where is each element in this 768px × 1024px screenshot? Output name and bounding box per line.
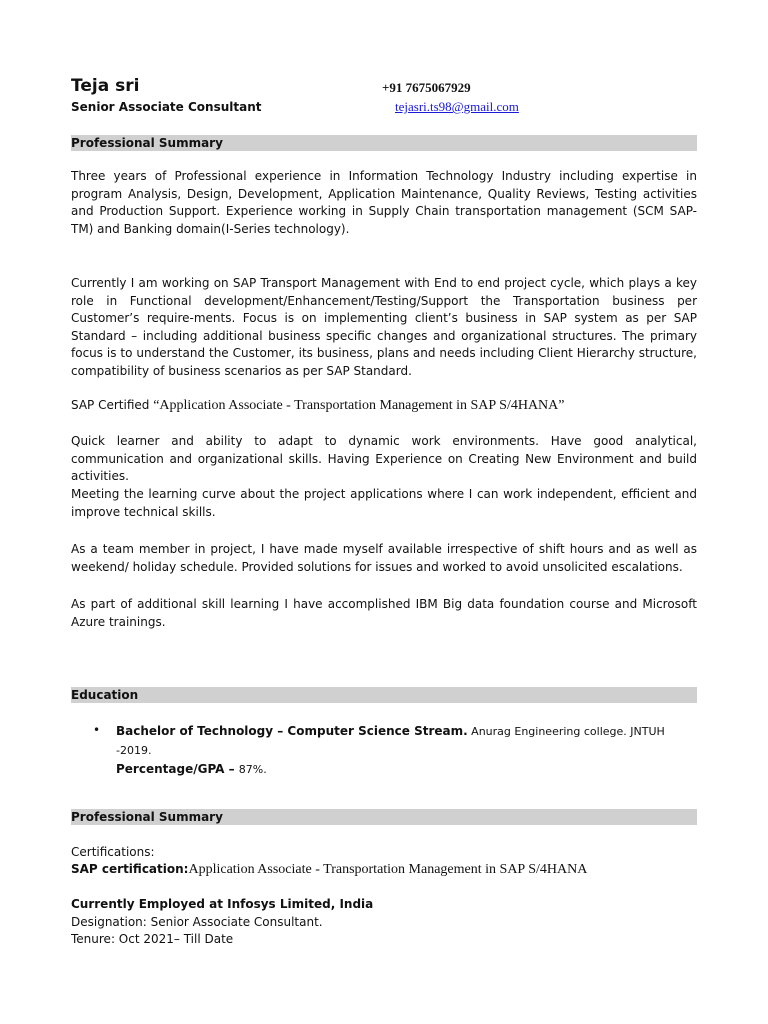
summary-paragraph-3: Quick learner and ability to adapt to dynamic work environments. Have good analytical, communication and organizational skills. Having Experience on Creating New Environment and build activities. xyxy=(71,434,697,483)
sap-certified-text: “Application Associate - Transportation Management in SAP S/4HANA” xyxy=(153,398,565,413)
summary-paragraph-5: As a team member in project, I have made myself available irrespective of shift hours and as well as weekend/ holiday schedule. Provided solutions for issues and worked to avoid unsolicited escalations. xyxy=(71,542,697,574)
certifications-label: Certifications: xyxy=(71,845,155,859)
section-heading-professional-summary-2: Professional Summary xyxy=(71,809,697,825)
summary-paragraph-4: Meeting the learning curve about the project applications where I can work independent, efficient and improve technical skills. xyxy=(71,487,697,519)
employment-line: Currently Employed at Infosys Limited, India xyxy=(71,897,374,911)
sap-certification-line xyxy=(71,862,587,878)
email-link[interactable]: tejasri.ts98@gmail.com xyxy=(395,99,519,114)
tenure-line: Tenure: Oct 2021– Till Date xyxy=(71,932,234,946)
designation-line: Designation: Senior Associate Consultant. xyxy=(71,915,323,929)
education-list xyxy=(71,722,697,779)
section-heading-education: Education xyxy=(71,687,697,703)
college-text: Anurag Engineering college. JNTUH -2019. xyxy=(116,725,665,757)
sap-certified-label: SAP Certified xyxy=(71,398,154,412)
candidate-name: Teja sri xyxy=(71,76,140,96)
education-item xyxy=(116,722,697,779)
phone-number: +91 7675067929 xyxy=(382,80,471,95)
sap-certification-value: Application Associate - Transportation Management in SAP S/4HANA xyxy=(188,862,588,877)
summary-paragraph-1: Three years of Professional experience in Information Technology Industry including expertise in program Analysis, Design, Development, Application Maintenance, Quality Reviews, Testing activities and Production Support. Experience working in Supply Chain transportation management (SCM SAP-TM) and Banking domain(I-Series technology). xyxy=(71,169,697,236)
gpa-value: 87%. xyxy=(238,763,267,776)
summary-paragraph-2: Currently I am working on SAP Transport Management with End to end project cycle, which plays a key role in Functional development/Enhancement/Testing/Support the Transportation business per Customer’s require-ments. Focus is on implementing client’s business in SAP system as per SAP Standard – including additional business specific changes and organizational structures. The primary focus is to understand the Customer, its business, plans and needs including Client Hierarchy structure, compatibility of business scenarios as per SAP Standard. xyxy=(71,276,697,378)
sap-certification-label: SAP certification: xyxy=(71,862,189,876)
section-heading-professional-summary: Professional Summary xyxy=(71,135,697,151)
degree-text: Bachelor of Technology – Computer Science Stream. xyxy=(116,724,468,738)
candidate-title: Senior Associate Consultant xyxy=(71,100,262,114)
gpa-label: Percentage/GPA – xyxy=(116,762,239,776)
bullet-icon: • xyxy=(93,723,101,737)
summary-paragraph-6: As part of additional skill learning I have accomplished IBM Big data foundation course and Microsoft Azure trainings. xyxy=(71,597,697,629)
sap-certified-line xyxy=(71,397,697,415)
